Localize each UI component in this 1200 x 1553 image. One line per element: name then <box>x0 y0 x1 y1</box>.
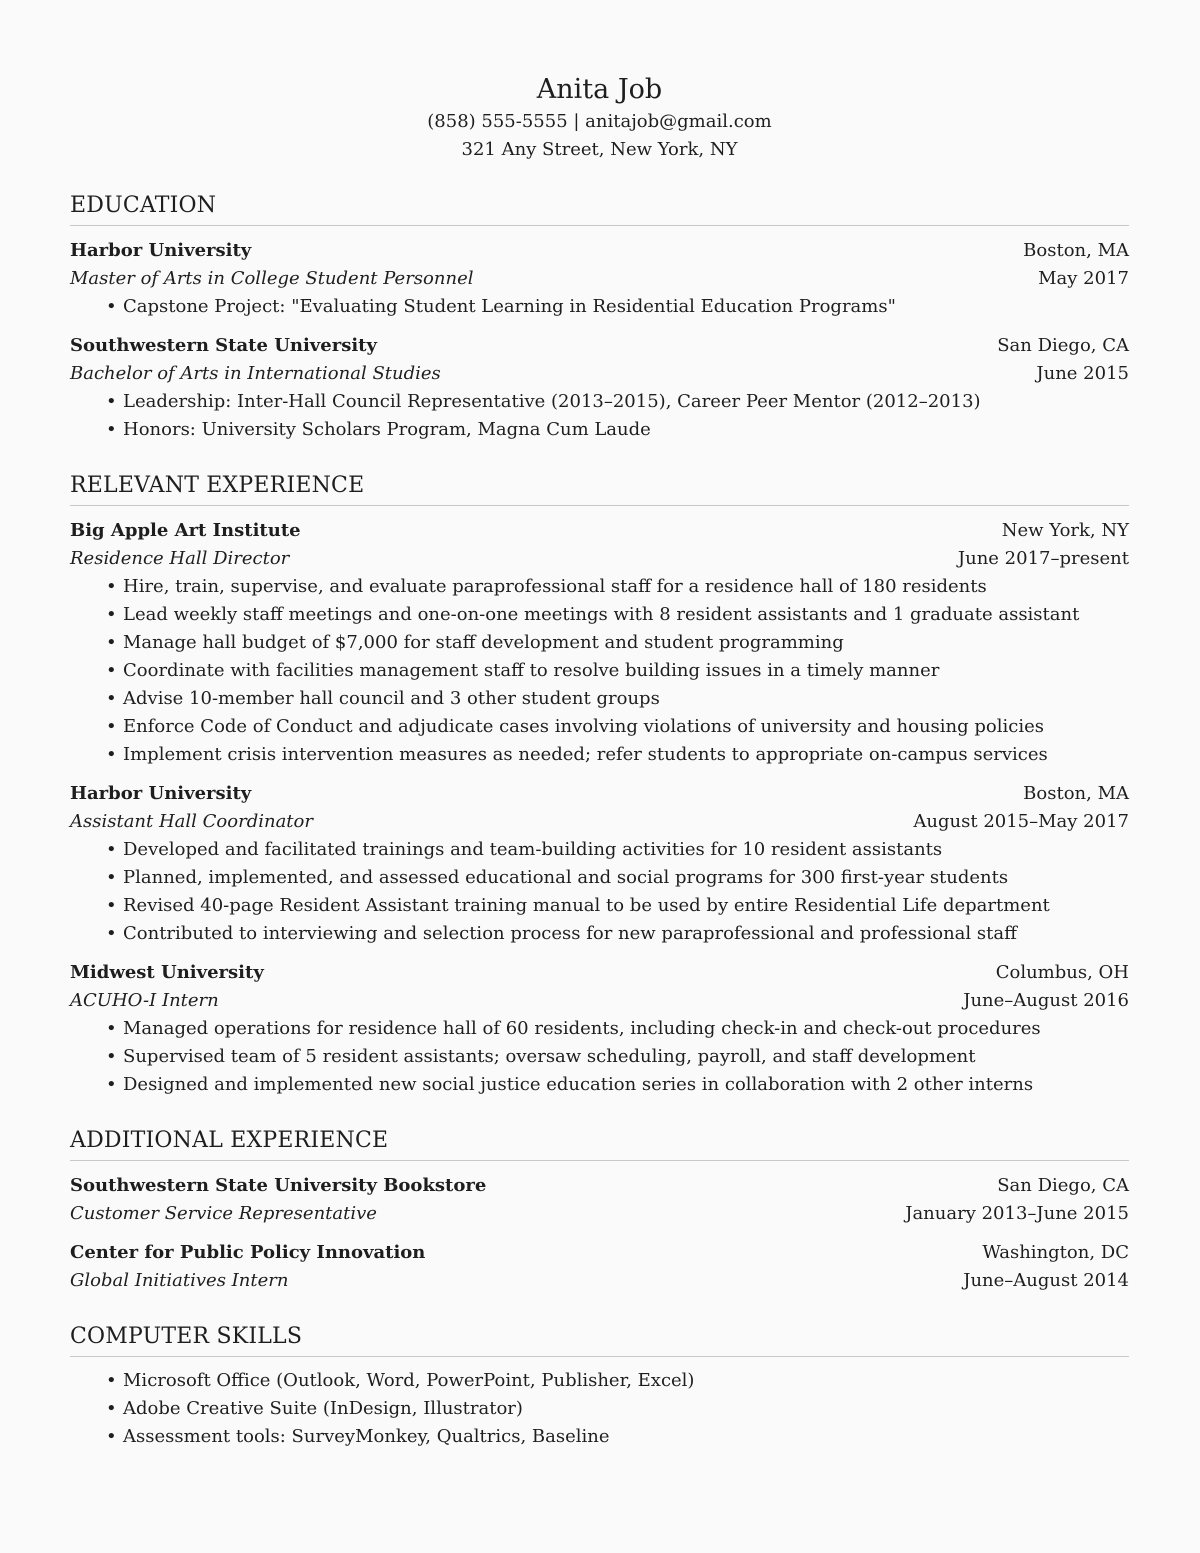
section-heading: EDUCATION <box>70 193 217 218</box>
experience-entry <box>70 959 1129 1099</box>
bullet-list <box>70 388 1129 444</box>
entry-location: Columbus, OH <box>995 962 1129 983</box>
entry-date: June 2017–present <box>957 548 1129 569</box>
entry-location: San Diego, CA <box>997 335 1129 356</box>
entry-location: Boston, MA <box>1023 240 1129 261</box>
bullet-item: • Revised 40-page Resident Assistant training manual to be used by entire Residential Life department <box>106 892 1129 920</box>
bullet-item: • Honors: University Scholars Program, Magna Cum Laude <box>106 416 1129 444</box>
skill-item: • Microsoft Office (Outlook, Word, PowerPoint, Publisher, Excel) <box>106 1367 1129 1395</box>
entry-date: June–August 2014 <box>963 1270 1129 1291</box>
bullet-item: • Manage hall budget of $7,000 for staff development and student programming <box>106 629 1129 657</box>
entry-role: Master of Arts in College Student Personnel <box>70 268 474 289</box>
bullet-item: • Designed and implemented new social justice education series in collaboration with 2 other interns <box>106 1071 1129 1099</box>
education-entry <box>70 332 1129 444</box>
bullet-item: • Developed and facilitated trainings and team-building activities for 10 resident assistants <box>106 836 1129 864</box>
entry-role: Residence Hall Director <box>70 548 290 569</box>
bullet-item: • Leadership: Inter-Hall Council Representative (2013–2015), Career Peer Mentor (2012–2013) <box>106 388 1129 416</box>
applicant-name: Anita Job <box>536 74 663 105</box>
bullet-list <box>70 293 1129 321</box>
section-header <box>70 1322 1129 1357</box>
entry-location: San Diego, CA <box>997 1175 1129 1196</box>
section-header <box>70 191 1129 226</box>
bullet-item: • Contributed to interviewing and selection process for new paraprofessional and professional staff <box>106 920 1129 948</box>
bullet-item: • Capstone Project: "Evaluating Student Learning in Residential Education Programs" <box>106 293 1129 321</box>
section-header <box>70 471 1129 506</box>
entry-date: August 2015–May 2017 <box>913 811 1129 832</box>
entry-organization: Southwestern State University <box>70 335 377 356</box>
entry-date: June–August 2016 <box>963 990 1129 1011</box>
bullet-item: • Implement crisis intervention measures as needed; refer students to appropriate on-campus services <box>106 741 1129 769</box>
entry-organization: Southwestern State University Bookstore <box>70 1175 487 1196</box>
section-header <box>70 1126 1129 1161</box>
address: 321 Any Street, New York, NY <box>461 139 738 160</box>
bullet-item: • Supervised team of 5 resident assistants; oversaw scheduling, payroll, and staff development <box>106 1043 1129 1071</box>
entry-date: January 2013–June 2015 <box>905 1203 1129 1224</box>
section-heading: ADDITIONAL EXPERIENCE <box>70 1128 389 1153</box>
education-entry <box>70 237 1129 321</box>
entry-date: June 2015 <box>1036 363 1129 384</box>
experience-entry <box>70 1172 1129 1228</box>
bullet-item: • Advise 10-member hall council and 3 other student groups <box>106 685 1129 713</box>
relevant-experience-section <box>70 471 1129 1099</box>
bullet-item: • Hire, train, supervise, and evaluate paraprofessional staff for a residence hall of 180 residents <box>106 573 1129 601</box>
entry-organization: Center for Public Policy Innovation <box>70 1242 426 1263</box>
bullet-item: • Enforce Code of Conduct and adjudicate cases involving violations of university and housing policies <box>106 713 1129 741</box>
entry-location: Boston, MA <box>1023 783 1129 804</box>
bullet-item: • Coordinate with facilities management staff to resolve building issues in a timely manner <box>106 657 1129 685</box>
bullet-item: • Lead weekly staff meetings and one-on-one meetings with 8 resident assistants and 1 graduate assistant <box>106 601 1129 629</box>
computer-skills-section <box>70 1322 1129 1451</box>
experience-entry <box>70 780 1129 948</box>
entry-role: Customer Service Representative <box>70 1203 377 1224</box>
bullet-list <box>70 1015 1129 1099</box>
entry-location: New York, NY <box>1001 520 1129 541</box>
resume-header <box>70 72 1129 164</box>
bullet-item: • Managed operations for residence hall of 60 residents, including check-in and check-out procedures <box>106 1015 1129 1043</box>
entry-organization: Harbor University <box>70 240 252 261</box>
entry-organization: Midwest University <box>70 962 264 983</box>
entry-role: Bachelor of Arts in International Studies <box>70 363 441 384</box>
skill-item: • Assessment tools: SurveyMonkey, Qualtrics, Baseline <box>106 1423 1129 1451</box>
entry-location: Washington, DC <box>982 1242 1129 1263</box>
bullet-list <box>70 836 1129 948</box>
bullet-list <box>70 573 1129 769</box>
entry-organization: Harbor University <box>70 783 252 804</box>
skills-list <box>70 1367 1129 1451</box>
experience-entry <box>70 1239 1129 1295</box>
entry-role: Global Initiatives Intern <box>70 1270 289 1291</box>
section-heading: RELEVANT EXPERIENCE <box>70 473 365 498</box>
bullet-item: • Planned, implemented, and assessed educational and social programs for 300 first-year students <box>106 864 1129 892</box>
contact-info: (858) 555-5555 | anitajob@gmail.com <box>427 111 772 132</box>
experience-entry <box>70 517 1129 769</box>
entry-role: Assistant Hall Coordinator <box>70 811 313 832</box>
entry-organization: Big Apple Art Institute <box>70 520 301 541</box>
additional-experience-section <box>70 1126 1129 1295</box>
education-section <box>70 191 1129 444</box>
section-heading: COMPUTER SKILLS <box>70 1324 303 1349</box>
entry-role: ACUHO-I Intern <box>70 990 219 1011</box>
entry-date: May 2017 <box>1038 268 1129 289</box>
skill-item: • Adobe Creative Suite (InDesign, Illustrator) <box>106 1395 1129 1423</box>
